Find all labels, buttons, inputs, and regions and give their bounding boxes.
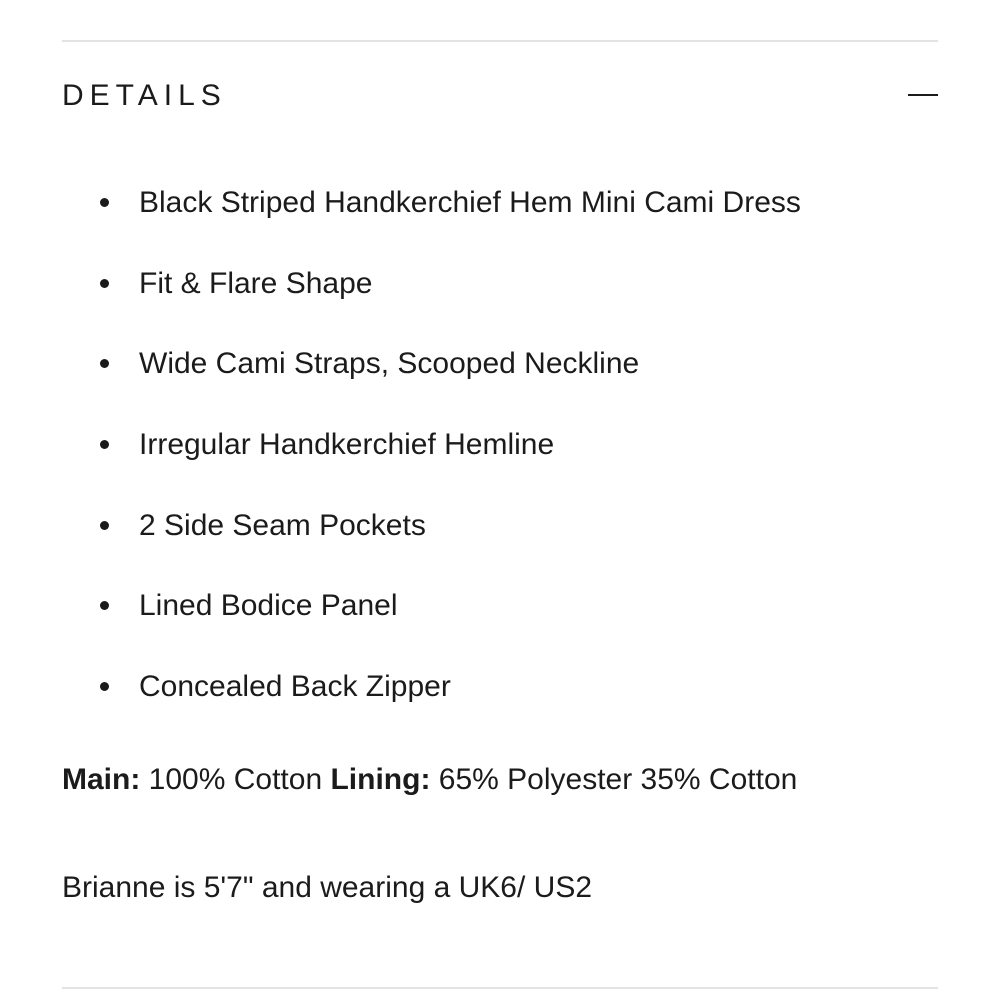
bullet-icon — [100, 521, 109, 530]
bullet-icon — [100, 359, 109, 368]
feature-text: Black Striped Handkerchief Hem Mini Cami Dress — [139, 186, 801, 219]
bullet-icon — [100, 279, 109, 288]
list-item — [62, 647, 938, 728]
list-item — [62, 244, 938, 325]
lining-value: 65% Polyester 35% Cotton — [438, 763, 798, 796]
bullet-icon — [100, 440, 109, 449]
feature-text: Fit & Flare Shape — [139, 266, 373, 300]
feature-list — [62, 163, 938, 728]
fabric-composition — [62, 760, 797, 800]
lining-label: Lining: — [330, 763, 431, 796]
list-item — [62, 486, 938, 567]
feature-text: Concealed Back Zipper — [139, 670, 451, 704]
model-info: Brianne is 5'7" and wearing a UK6/ US2 — [62, 871, 593, 904]
feature-text: 2 Side Seam Pockets — [139, 508, 426, 542]
bottom-divider — [62, 987, 938, 989]
feature-text: Lined Bodice Panel — [139, 589, 398, 623]
main-value: 100% Cotton — [148, 763, 323, 796]
list-item — [62, 324, 938, 405]
list-item — [62, 163, 938, 244]
bullet-icon — [100, 198, 109, 207]
details-accordion-header[interactable] — [62, 70, 938, 122]
section-title: DETAILS — [62, 79, 227, 112]
list-item — [62, 405, 938, 486]
main-label: Main: — [62, 763, 141, 796]
list-item — [62, 566, 938, 647]
feature-text: Irregular Handkerchief Hemline — [139, 428, 555, 462]
bullet-icon — [100, 682, 109, 691]
bullet-icon — [100, 601, 109, 610]
top-divider — [62, 40, 938, 42]
minus-icon[interactable] — [908, 81, 938, 111]
feature-text: Wide Cami Straps, Scooped Neckline — [139, 347, 640, 381]
